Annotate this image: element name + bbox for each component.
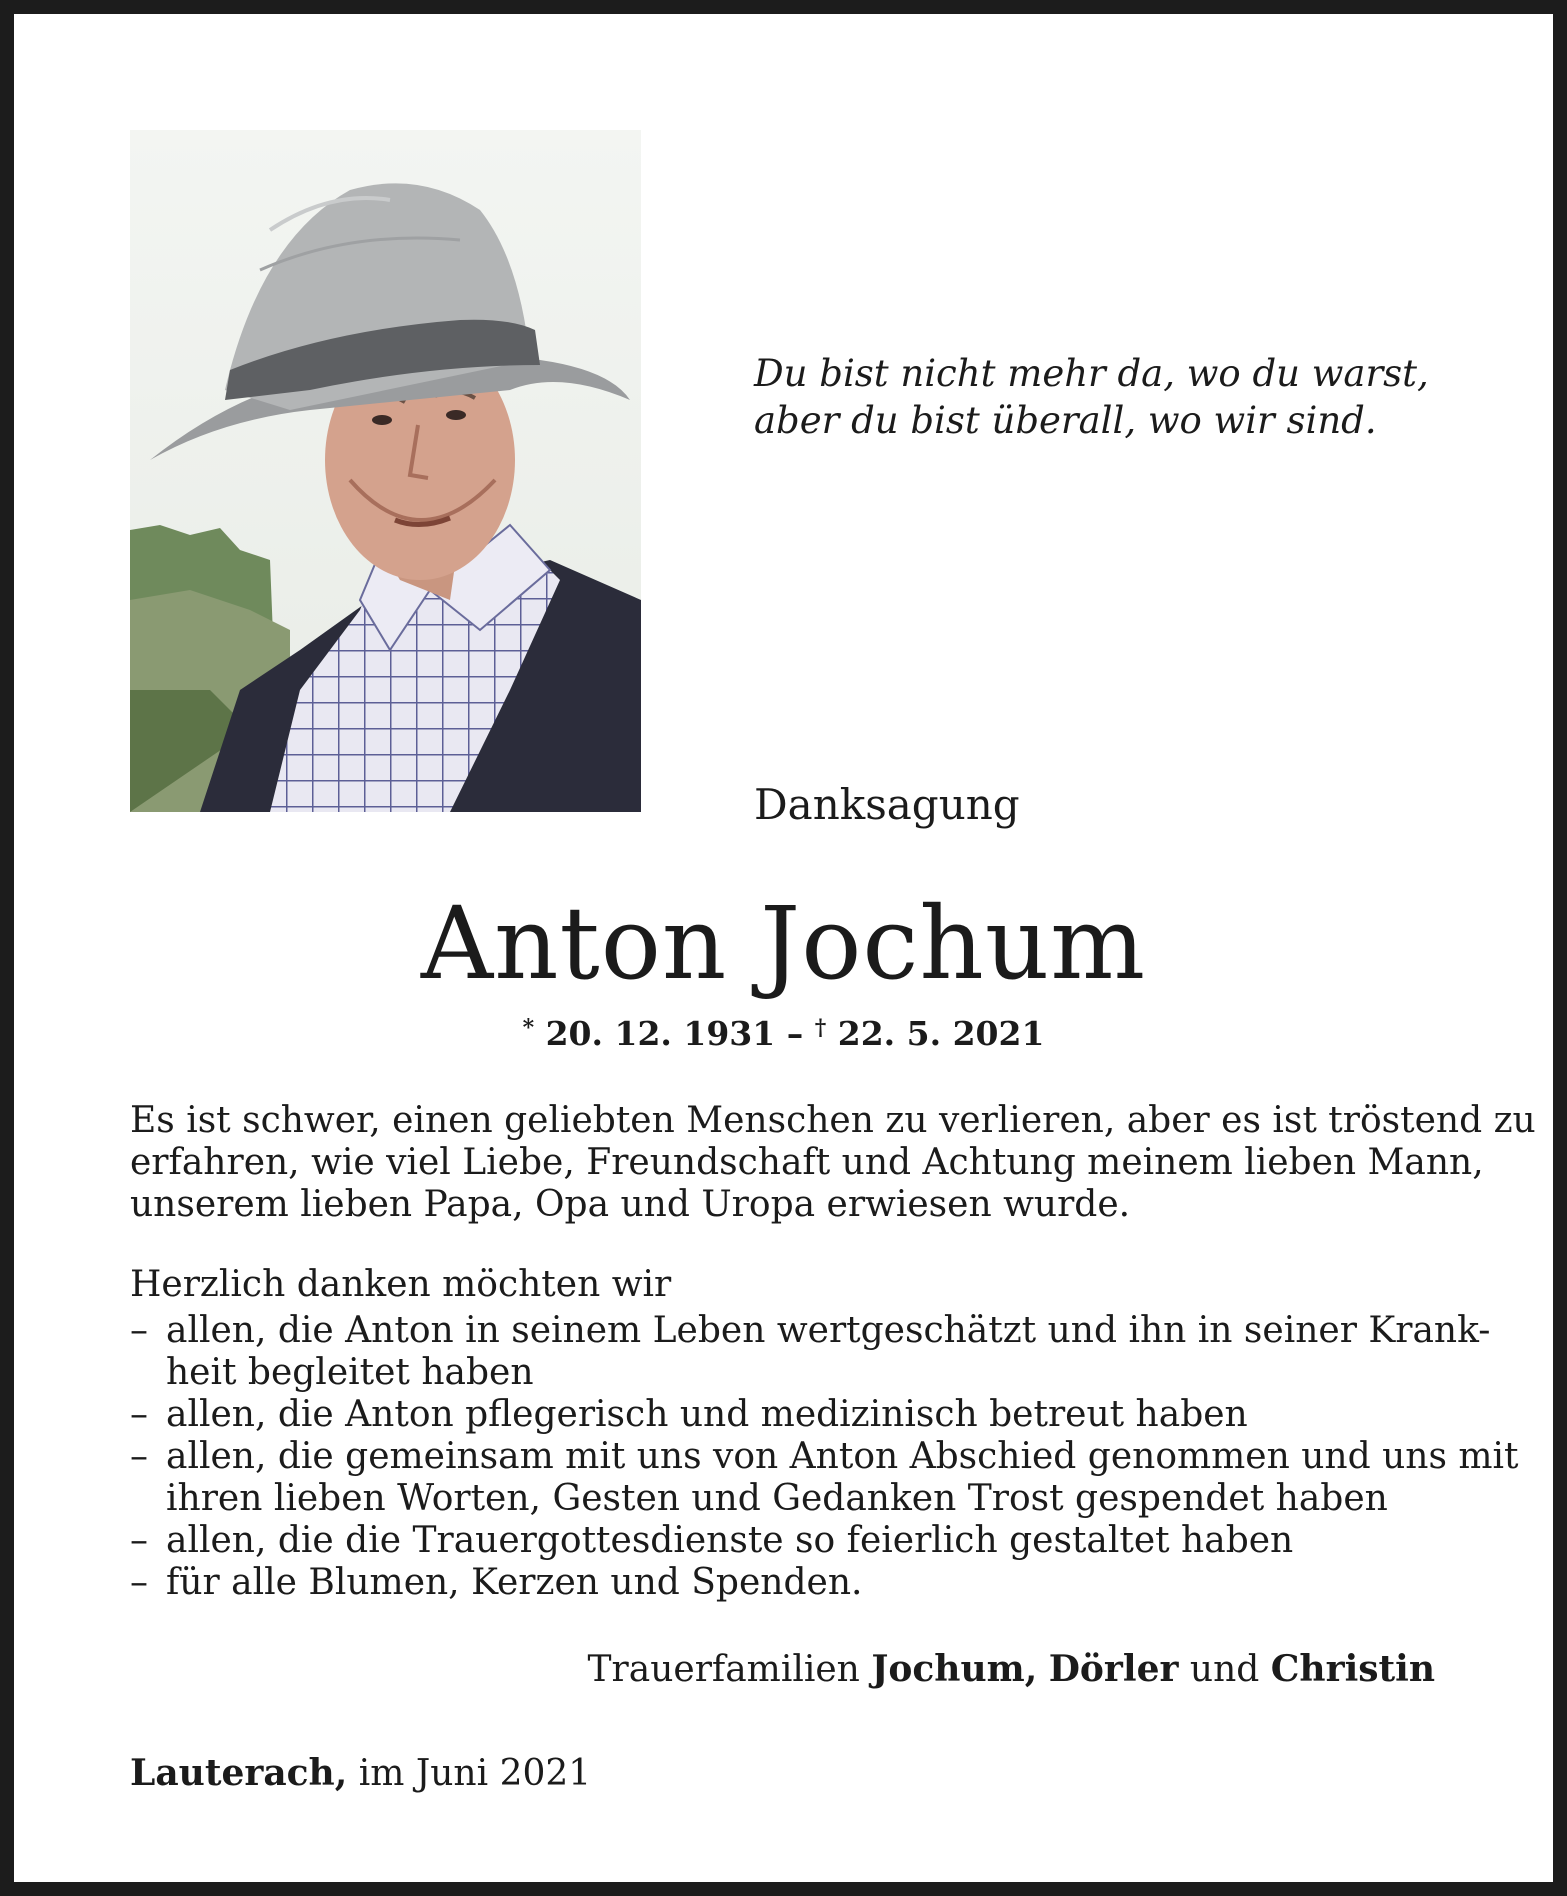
birth-date: 20. 12. 1931 [545, 1014, 776, 1053]
list-dash: – [130, 1520, 148, 1561]
list-item [130, 1394, 1450, 1436]
birth-symbol: * [522, 1015, 535, 1041]
list-dash: – [130, 1310, 148, 1351]
life-dates [14, 1014, 1553, 1053]
heading-danksagung: Danksagung [754, 780, 1020, 829]
list-item-line: allen, die Anton pflegerisch und medizinisch betreut haben [166, 1394, 1248, 1435]
place: Lauterach, [130, 1752, 348, 1794]
list-item-line: für alle Blumen, Kerzen und Spenden. [166, 1562, 863, 1603]
list-item [130, 1310, 1491, 1394]
list-item-line: allen, die gemeinsam mit uns von Anton Abschied genommen und uns mit [166, 1436, 1519, 1477]
list-dash: – [130, 1436, 148, 1477]
death-symbol: † [814, 1015, 827, 1041]
thanks-list [130, 1310, 1519, 1604]
family-name: Jochum, [871, 1648, 1038, 1690]
family-name: Christin [1270, 1648, 1435, 1690]
deceased-name: Anton Jochum [420, 885, 1147, 1002]
paragraph-line: Es ist schwer, einen geliebten Menschen zu verlieren, aber es ist tröstend zu [130, 1100, 1536, 1141]
signature-conjunction: und [1189, 1649, 1260, 1690]
signature-prefix: Trauerfamilien [587, 1649, 860, 1690]
signature [588, 1648, 1435, 1690]
list-item [130, 1520, 1450, 1562]
list-item-line: heit begleitet haben [166, 1352, 534, 1393]
list-dash: – [130, 1562, 148, 1603]
list-item [130, 1436, 1519, 1520]
thanks-intro: Herzlich danken möchten wir [130, 1264, 672, 1305]
list-item-line: allen, die die Trauergottesdienste so feierlich gestaltet haben [166, 1520, 1294, 1561]
quote-line: aber du bist überall, wo wir sind. [754, 399, 1377, 442]
death-date: 22. 5. 2021 [837, 1014, 1045, 1053]
paragraph-line: unserem lieben Papa, Opa und Uropa erwiesen wurde. [130, 1184, 1131, 1225]
list-dash: – [130, 1394, 148, 1435]
quote-line: Du bist nicht mehr da, wo du warst, [754, 352, 1429, 395]
list-item [130, 1562, 1450, 1604]
list-item-line: allen, die Anton in seinem Leben wertgeschätzt und ihn in seiner Krank- [166, 1310, 1491, 1351]
quote [754, 350, 1429, 444]
family-name: Dörler [1048, 1648, 1179, 1690]
date: im Juni 2021 [358, 1753, 592, 1794]
portrait-photo [130, 130, 641, 812]
thanks-paragraph [130, 1100, 1536, 1226]
paragraph-line: erfahren, wie viel Liebe, Freundschaft und Achtung meinem lieben Mann, [130, 1142, 1484, 1183]
list-item-line: ihren lieben Worten, Gesten und Gedanken Trost gespendet haben [166, 1478, 1388, 1519]
date-separator: – [786, 1014, 804, 1053]
place-date [130, 1752, 591, 1794]
